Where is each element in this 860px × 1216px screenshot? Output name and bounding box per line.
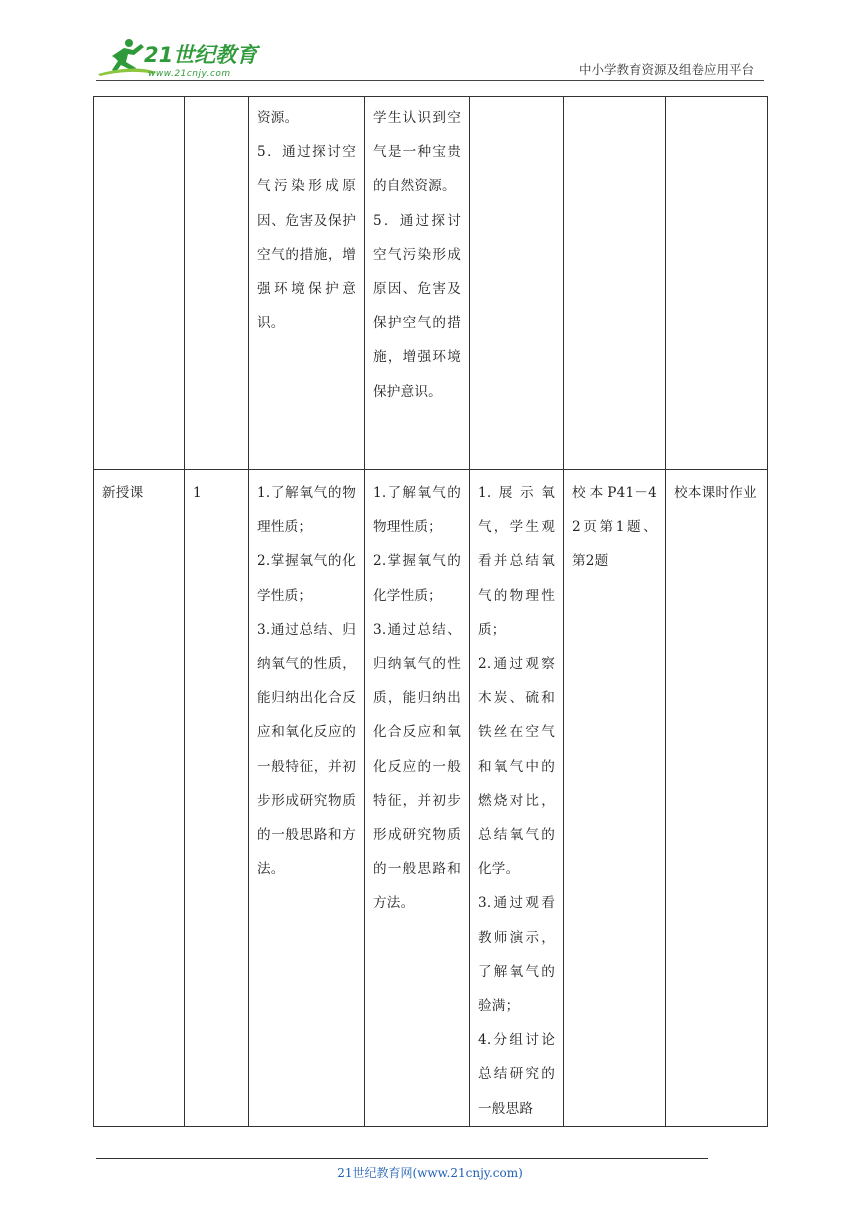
cell-period: 1: [185, 470, 249, 1127]
cell-goal: 资源。 5．通过探讨空气污染形成原因、危害及保护空气的措施，增强环境保护意识。: [249, 97, 365, 470]
logo-text: 21世纪教育: [144, 43, 258, 67]
site-logo[interactable]: [96, 34, 266, 80]
footer-divider: [96, 1158, 708, 1159]
table-row: [94, 97, 768, 470]
cell-goal: 1.了解氧气的物理性质； 2.掌握氧气的化学性质； 3.通过总结、归纳氧气的性质，能归纳出化合反应和氧化反应的一般特征，并初步形成研究物质的一般思路和方法。: [249, 470, 365, 1127]
cell-exercise: 校本P41－42页第1题、第2题: [564, 470, 666, 1127]
logo-url: www.21cnjy.com: [148, 69, 231, 79]
lesson-plan-table: [93, 96, 768, 1127]
cell-activity: [470, 97, 564, 470]
cell-homework: [666, 97, 768, 470]
cell-lesson-type: 新授课: [94, 470, 185, 1127]
cell-exercise: [564, 97, 666, 470]
header-divider: [96, 80, 764, 81]
cell-period: [185, 97, 249, 470]
cell-homework: 校本课时作业: [666, 470, 768, 1127]
cell-goal-detail: 学生认识到空气是一种宝贵的自然资源。 5．通过探讨空气污染形成原因、危害及保护空气的措施，增强环境保护意识。: [365, 97, 470, 470]
cell-lesson-type: [94, 97, 185, 470]
cell-activity: 1.展示氧气，学生观看并总结氧气的物理性质； 2.通过观察木炭、硫和铁丝在空气和氧气中的燃烧对比，总结氧气的化学。 3.通过观看教师演示，了解氧气的验满； 4.分组讨论总结研究的一般思路: [470, 470, 564, 1127]
platform-title: 中小学教育资源及组卷应用平台: [578, 62, 754, 77]
footer-link[interactable]: 21世纪教育网(www.21cnjy.com): [337, 1166, 523, 1180]
table-row: [94, 470, 768, 1127]
cell-goal-detail: 1.了解氧气的物理性质； 2.掌握氧气的化学性质； 3.通过总结、归纳氧气的性质，能归纳出化合反应和氧化反应的一般特征，并初步形成研究物质的一般思路和方法。: [365, 470, 470, 1127]
